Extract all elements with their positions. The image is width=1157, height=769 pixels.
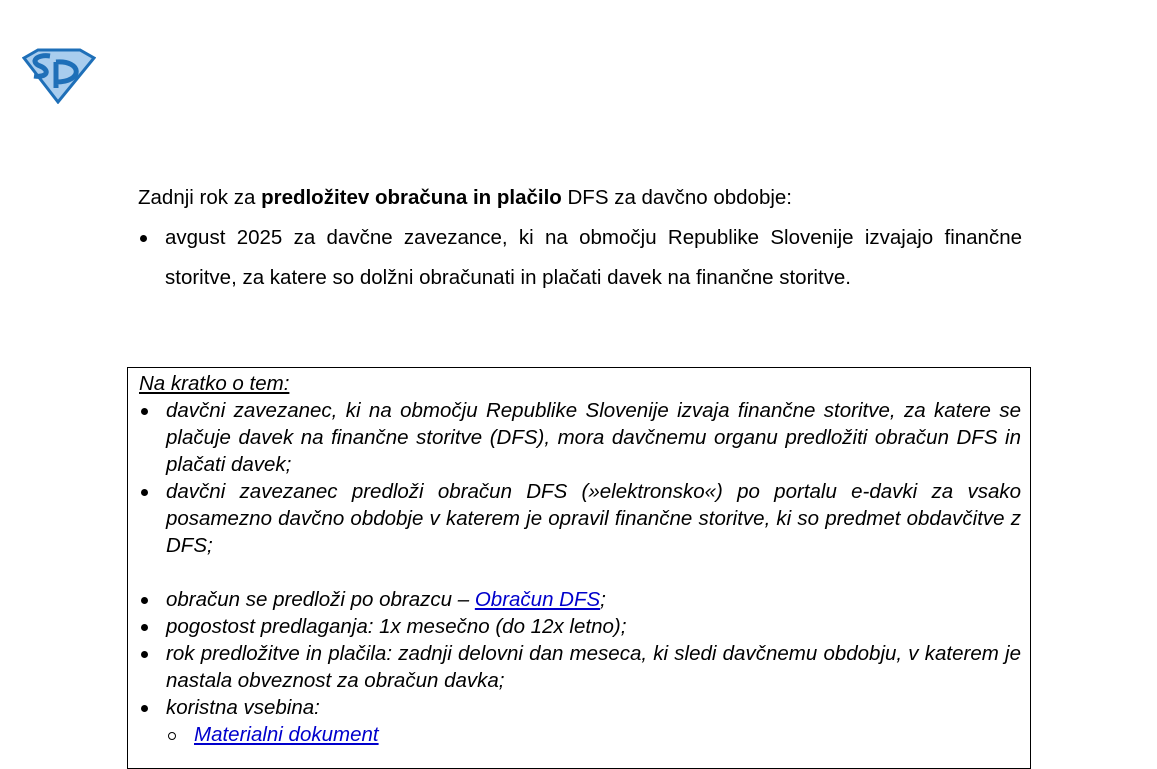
list-item: obračun se predloži po obrazcu – Obračun DFS; <box>128 586 1030 613</box>
intro-section <box>138 178 1022 298</box>
materialni-dokument-link[interactable]: Materialni dokument <box>194 723 379 746</box>
summary-heading: Na kratko o tem: <box>139 372 290 395</box>
period-bullet: avgust 2025 za davčne zavezance, ki na območju Republike Slovenije izvajajo finančne storitve, za katere so dolžni obračunati in plačati davek na finančne storitve. <box>138 218 1022 298</box>
list-item: pogostost predlaganja: 1x mesečno (do 12x letno); <box>128 613 1030 640</box>
summary-box <box>127 367 1031 769</box>
logo <box>22 48 96 104</box>
deadline-paragraph: Zadnji rok za predložitev obračuna in plačilo DFS za davčno obdobje: <box>138 186 792 209</box>
list-item: davčni zavezanec, ki na območju Republike Slovenije izvaja finančne storitve, za katere se plačuje davek na finančne storitve (DFS), mora davčnemu organu predložiti obračun DFS in plačati davek; <box>128 397 1030 478</box>
obracun-dfs-link[interactable]: Obračun DFS <box>474 588 601 611</box>
list-item: koristna vsebina: Materialni dokument <box>128 694 1030 748</box>
sub-list-item <box>166 721 1021 748</box>
list-item: davčni zavezanec predloži obračun DFS (»elektronsko«) po portalu e-davki za vsako posamezno davčno obdobje v katerem je opravil finančne storitve, ki so predmet obdavčitve z DFS; <box>128 478 1030 559</box>
list-item: rok predložitve in plačila: zadnji delovni dan meseca, ki sledi davčnemu obdobju, v katerem je nastala obveznost za obračun davka; <box>128 640 1030 694</box>
